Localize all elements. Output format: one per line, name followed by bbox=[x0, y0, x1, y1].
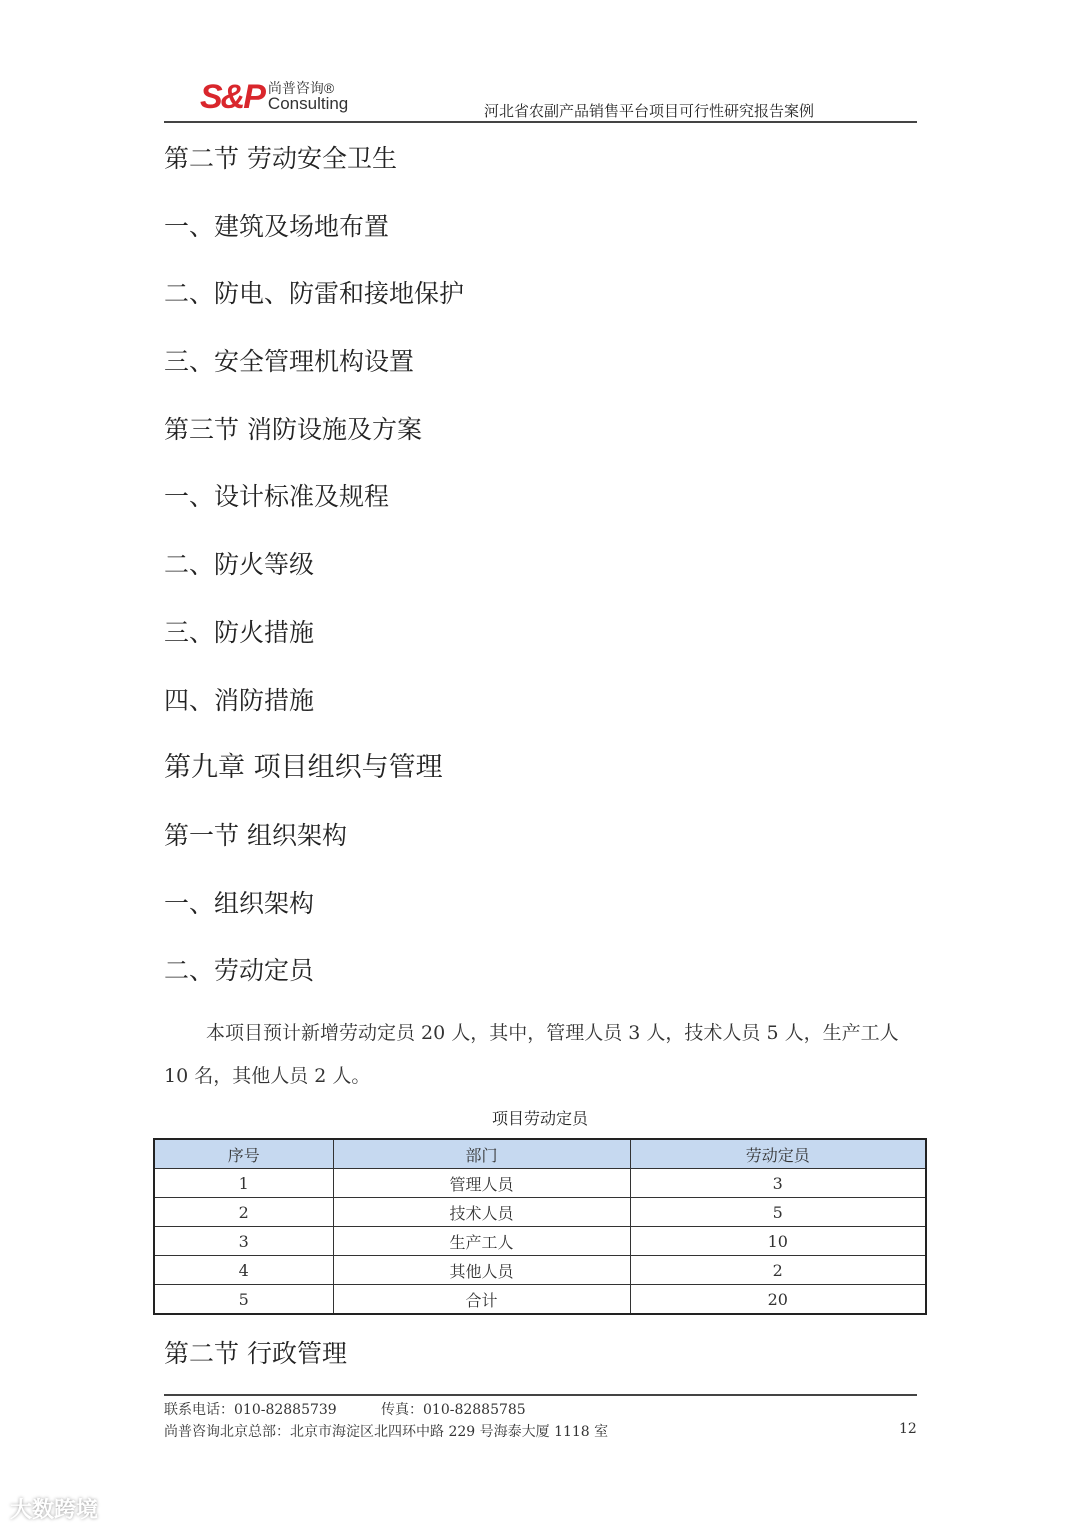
table-row bbox=[154, 1256, 926, 1285]
logo-mark: S&P bbox=[200, 78, 264, 116]
header-rule bbox=[164, 121, 917, 123]
page-number: 12 bbox=[899, 1421, 917, 1437]
heading: 一、建筑及场地布置 bbox=[164, 211, 390, 241]
cell: 技术人员 bbox=[333, 1198, 630, 1227]
heading: 一、组织架构 bbox=[164, 888, 315, 918]
table-row bbox=[154, 1169, 926, 1198]
cell: 5 bbox=[630, 1198, 926, 1227]
heading: 二、防火等级 bbox=[164, 550, 315, 580]
table-caption: 项目劳动定员 bbox=[491, 1109, 588, 1128]
cell: 10 bbox=[630, 1227, 926, 1256]
chapter-heading: 第九章 项目组织与管理 bbox=[164, 752, 443, 784]
cell: 5 bbox=[154, 1285, 333, 1315]
cell: 1 bbox=[154, 1169, 333, 1198]
company-logo bbox=[200, 78, 349, 116]
heading: 四、消防措施 bbox=[164, 685, 315, 715]
headings-list bbox=[164, 125, 464, 1005]
column-header: 劳动定员 bbox=[630, 1139, 926, 1169]
cell: 2 bbox=[154, 1198, 333, 1227]
table-row bbox=[154, 1227, 926, 1256]
watermark: 大数跨境 bbox=[10, 1498, 99, 1523]
document-title: 河北省农副产品销售平台项目可行性研究报告案例 bbox=[484, 102, 815, 120]
footer-phone: 联系电话：010-82885739 bbox=[164, 1402, 337, 1418]
cell: 3 bbox=[154, 1227, 333, 1256]
heading: 一、设计标准及规程 bbox=[164, 482, 390, 512]
heading: 第二节 劳动安全卫生 bbox=[164, 144, 397, 173]
logo-cn: 尚普咨询® bbox=[267, 80, 335, 96]
cell: 3 bbox=[630, 1169, 926, 1198]
cell: 2 bbox=[630, 1256, 926, 1285]
heading: 三、防火措施 bbox=[164, 617, 315, 647]
table-header-row bbox=[154, 1139, 926, 1169]
footer-fax: 传真：010-82885785 bbox=[381, 1402, 526, 1418]
cell: 其他人员 bbox=[333, 1256, 630, 1285]
table-row bbox=[154, 1198, 926, 1227]
heading: 第一节 组织架构 bbox=[164, 820, 347, 850]
heading: 三、安全管理机构设置 bbox=[164, 347, 415, 377]
cell: 合计 bbox=[333, 1285, 630, 1315]
heading: 二、劳动定员 bbox=[164, 956, 315, 986]
column-header: 部门 bbox=[333, 1139, 630, 1169]
body-paragraph: 本项目预计新增劳动定员 20 人，其中，管理人员 3 人，技术人员 5 人，生产工人 10 名，其他人员 2 人。 bbox=[164, 1022, 899, 1087]
cell: 20 bbox=[630, 1285, 926, 1315]
heading: 第二节 行政管理 bbox=[164, 1339, 347, 1368]
footer-address: 尚普咨询北京总部：北京市海淀区北四环中路 229 号海泰大厦 1118 室 bbox=[164, 1424, 609, 1440]
heading: 二、防电、防雷和接地保护 bbox=[164, 279, 465, 309]
cell: 管理人员 bbox=[333, 1169, 630, 1198]
heading: 第三节 消防设施及方案 bbox=[164, 414, 422, 444]
column-header: 序号 bbox=[154, 1139, 333, 1169]
cell: 4 bbox=[154, 1256, 333, 1285]
logo-en: Consulting bbox=[267, 94, 349, 113]
cell: 生产工人 bbox=[333, 1227, 630, 1256]
table-row bbox=[154, 1285, 926, 1315]
footer-rule bbox=[164, 1394, 917, 1396]
staffing-table bbox=[153, 1138, 927, 1315]
